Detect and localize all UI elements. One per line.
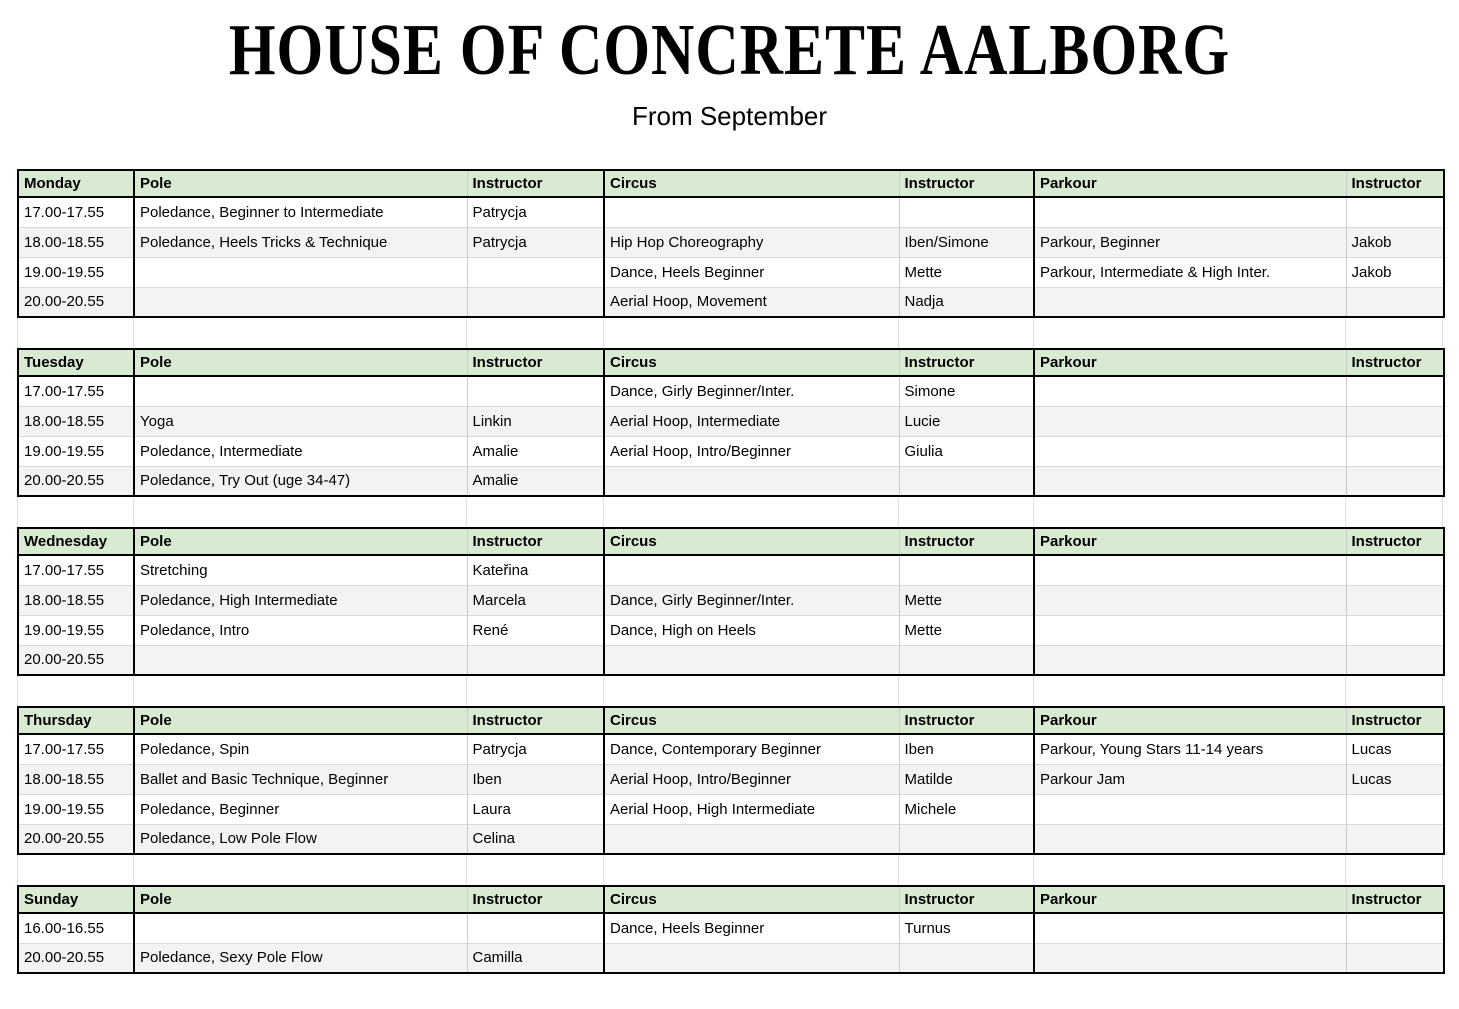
pole-instructor-cell: Marcela <box>467 585 604 615</box>
col-header-instructor: Instructor <box>1346 528 1444 555</box>
col-header-parkour: Parkour <box>1034 707 1346 734</box>
parkour-class-cell <box>1034 645 1346 675</box>
col-header-circus: Circus <box>604 170 899 197</box>
schedule-row <box>18 257 1444 287</box>
pole-instructor-cell: Patrycja <box>467 734 604 764</box>
schedule-row <box>18 436 1444 466</box>
parkour-instructor-cell <box>1346 943 1444 973</box>
time-cell: 16.00-16.55 <box>18 913 134 943</box>
schedule-row <box>18 287 1444 317</box>
pole-instructor-cell: Amalie <box>467 436 604 466</box>
parkour-class-cell <box>1034 197 1346 227</box>
header-row <box>18 886 1444 913</box>
pole-class-cell <box>134 257 467 287</box>
schedule-row <box>18 466 1444 496</box>
schedule-row <box>18 376 1444 406</box>
parkour-instructor-cell: Lucas <box>1351 740 1392 758</box>
time-cell: 17.00-17.55 <box>18 734 134 764</box>
parkour-class-cell <box>1034 913 1346 943</box>
circus-class-cell: Dance, Contemporary Beginner <box>604 734 899 764</box>
page-subtitle: From September <box>631 101 828 131</box>
block-gap <box>17 676 1443 706</box>
schedule-table <box>17 706 1445 855</box>
time-cell: 18.00-18.55 <box>18 585 134 615</box>
circus-instructor-cell: Matilde <box>899 764 1034 794</box>
pole-class-cell <box>134 287 467 317</box>
page-title: HOUSE OF CONCRETE AALBORG <box>228 9 1231 90</box>
pole-class-cell: Yoga <box>134 406 467 436</box>
parkour-class-cell <box>1034 585 1346 615</box>
time-cell: 20.00-20.55 <box>18 466 134 496</box>
day-header: Thursday <box>18 707 134 734</box>
parkour-instructor-cell <box>1346 794 1444 824</box>
col-header-pole: Pole <box>134 886 467 913</box>
circus-instructor-cell: Simone <box>899 376 1034 406</box>
time-cell: 18.00-18.55 <box>18 406 134 436</box>
pole-class-cell: Poledance, Sexy Pole Flow <box>134 943 467 973</box>
parkour-instructor-cell <box>1346 615 1444 645</box>
parkour-instructor-cell: Lucas <box>1351 770 1392 788</box>
circus-instructor-cell: Mette <box>899 257 1034 287</box>
schedule-row <box>18 734 1444 764</box>
parkour-class-cell: Parkour, Intermediate & High Inter. <box>1034 257 1346 287</box>
pole-instructor-cell: Patrycja <box>467 197 604 227</box>
pole-instructor-cell: Camilla <box>467 943 604 973</box>
header-row <box>18 349 1444 376</box>
schedule-row <box>18 645 1444 675</box>
circus-class-cell <box>604 466 899 496</box>
time-cell: 18.00-18.55 <box>18 227 134 257</box>
parkour-class-cell <box>1034 287 1346 317</box>
parkour-instructor-cell <box>1346 406 1444 436</box>
schedule-table <box>17 527 1445 676</box>
parkour-instructor-cell <box>1346 197 1444 227</box>
schedule-row <box>18 913 1444 943</box>
circus-instructor-cell: Giulia <box>899 436 1034 466</box>
circus-class-cell: Aerial Hoop, Intro/Beginner <box>604 436 899 466</box>
pole-instructor-cell <box>467 287 604 317</box>
col-header-parkour: Parkour <box>1034 528 1346 555</box>
pole-instructor-cell: René <box>467 615 604 645</box>
day-block <box>17 885 1443 974</box>
col-header-instructor: Instructor <box>467 170 604 197</box>
schedule-row <box>18 615 1444 645</box>
pole-instructor-cell: Amalie <box>467 466 604 496</box>
parkour-instructor-cell <box>1346 436 1444 466</box>
col-header-instructor: Instructor <box>467 528 604 555</box>
day-block <box>17 348 1443 527</box>
parkour-instructor-cell <box>1346 585 1444 615</box>
col-header-instructor: Instructor <box>899 170 1034 197</box>
parkour-instructor-cell <box>1346 555 1444 585</box>
schedule-row <box>18 197 1444 227</box>
time-cell: 17.00-17.55 <box>18 555 134 585</box>
col-header-instructor: Instructor <box>1346 349 1444 376</box>
circus-instructor-cell: Turnus <box>899 913 1034 943</box>
circus-instructor-cell <box>899 466 1034 496</box>
time-cell: 18.00-18.55 <box>18 764 134 794</box>
parkour-instructor-cell <box>1346 287 1444 317</box>
time-cell: 17.00-17.55 <box>18 197 134 227</box>
time-cell: 19.00-19.55 <box>18 436 134 466</box>
col-header-instructor: Instructor <box>899 528 1034 555</box>
circus-class-cell <box>604 555 899 585</box>
day-block <box>17 169 1443 348</box>
schedule-row <box>18 764 1444 794</box>
circus-class-cell <box>604 943 899 973</box>
circus-instructor-cell <box>899 645 1034 675</box>
circus-instructor-cell: Iben/Simone <box>899 227 1034 257</box>
parkour-instructor-cell <box>1346 824 1444 854</box>
circus-class-cell <box>604 197 899 227</box>
circus-class-cell: Aerial Hoop, Intermediate <box>604 406 899 436</box>
day-header: Monday <box>18 170 134 197</box>
circus-class-cell: Dance, Girly Beginner/Inter. <box>604 585 899 615</box>
parkour-class-cell <box>1034 436 1346 466</box>
parkour-class-cell <box>1034 824 1346 854</box>
circus-class-cell: Dance, Heels Beginner <box>604 913 899 943</box>
pole-instructor-cell: Patrycja <box>467 227 604 257</box>
parkour-class-cell <box>1034 376 1346 406</box>
block-gap <box>17 497 1443 527</box>
parkour-instructor-cell <box>1346 466 1444 496</box>
col-header-parkour: Parkour <box>1034 886 1346 913</box>
schedule-table <box>17 169 1445 318</box>
schedule-row <box>18 943 1444 973</box>
pole-instructor-cell <box>467 913 604 943</box>
schedule-table <box>17 348 1445 497</box>
col-header-pole: Pole <box>134 349 467 376</box>
circus-instructor-cell: Michele <box>899 794 1034 824</box>
pole-instructor-cell: Iben <box>467 764 604 794</box>
day-header: Sunday <box>18 886 134 913</box>
circus-instructor-cell: Lucie <box>899 406 1034 436</box>
col-header-instructor: Instructor <box>899 349 1034 376</box>
col-header-circus: Circus <box>604 349 899 376</box>
time-cell: 20.00-20.55 <box>18 287 134 317</box>
day-header: Wednesday <box>18 528 134 555</box>
pole-instructor-cell: Laura <box>467 794 604 824</box>
parkour-class-cell: Parkour Jam <box>1034 764 1346 794</box>
col-header-instructor: Instructor <box>467 349 604 376</box>
circus-instructor-cell <box>899 197 1034 227</box>
circus-class-cell: Aerial Hoop, Movement <box>604 287 899 317</box>
time-cell: 19.00-19.55 <box>18 257 134 287</box>
pole-class-cell <box>134 376 467 406</box>
header-row <box>18 528 1444 555</box>
parkour-class-cell <box>1034 406 1346 436</box>
circus-class-cell <box>604 645 899 675</box>
col-header-instructor: Instructor <box>899 707 1034 734</box>
circus-class-cell: Aerial Hoop, High Intermediate <box>604 794 899 824</box>
block-gap <box>17 855 1443 885</box>
parkour-class-cell <box>1034 943 1346 973</box>
col-header-parkour: Parkour <box>1034 170 1346 197</box>
pole-class-cell: Poledance, Beginner to Intermediate <box>134 197 467 227</box>
col-header-instructor: Instructor <box>467 707 604 734</box>
pole-class-cell: Poledance, High Intermediate <box>134 585 467 615</box>
time-cell: 20.00-20.55 <box>18 943 134 973</box>
pole-instructor-cell: Kateřina <box>467 555 604 585</box>
weekly-schedule <box>17 169 1443 974</box>
pole-class-cell: Poledance, Spin <box>134 734 467 764</box>
time-cell: 19.00-19.55 <box>18 794 134 824</box>
pole-class-cell: Poledance, Try Out (uge 34-47) <box>134 466 467 496</box>
pole-class-cell: Ballet and Basic Technique, Beginner <box>134 764 467 794</box>
parkour-class-cell <box>1034 615 1346 645</box>
col-header-instructor: Instructor <box>1346 170 1444 197</box>
circus-instructor-cell: Iben <box>899 734 1034 764</box>
parkour-class-cell <box>1034 466 1346 496</box>
circus-instructor-cell: Mette <box>899 615 1034 645</box>
circus-class-cell <box>604 824 899 854</box>
col-header-circus: Circus <box>604 528 899 555</box>
circus-class-cell: Hip Hop Choreography <box>604 227 899 257</box>
schedule-row <box>18 406 1444 436</box>
pole-class-cell: Poledance, Heels Tricks & Technique <box>134 227 467 257</box>
circus-class-cell: Aerial Hoop, Intro/Beginner <box>604 764 899 794</box>
pole-instructor-cell <box>467 645 604 675</box>
time-cell: 20.00-20.55 <box>18 824 134 854</box>
pole-class-cell: Poledance, Beginner <box>134 794 467 824</box>
circus-instructor-cell: Nadja <box>899 287 1034 317</box>
col-header-instructor: Instructor <box>1346 707 1444 734</box>
parkour-instructor-cell <box>1346 376 1444 406</box>
pole-instructor-cell: Linkin <box>467 406 604 436</box>
header-row <box>18 707 1444 734</box>
circus-instructor-cell: Mette <box>899 585 1034 615</box>
day-block <box>17 706 1443 885</box>
time-cell: 20.00-20.55 <box>18 645 134 675</box>
schedule-row <box>18 227 1444 257</box>
col-header-circus: Circus <box>604 886 899 913</box>
circus-class-cell: Dance, High on Heels <box>604 615 899 645</box>
circus-class-cell: Dance, Girly Beginner/Inter. <box>604 376 899 406</box>
header-row <box>18 170 1444 197</box>
pole-class-cell: Stretching <box>134 555 467 585</box>
parkour-class-cell: Parkour, Young Stars 11-14 years <box>1034 734 1346 764</box>
schedule-row <box>18 794 1444 824</box>
schedule-row <box>18 585 1444 615</box>
col-header-instructor: Instructor <box>899 886 1034 913</box>
pole-class-cell: Poledance, Intro <box>134 615 467 645</box>
pole-class-cell: Poledance, Intermediate <box>134 436 467 466</box>
circus-instructor-cell <box>899 824 1034 854</box>
day-header: Tuesday <box>18 349 134 376</box>
day-block <box>17 527 1443 706</box>
parkour-class-cell: Parkour, Beginner <box>1034 227 1346 257</box>
col-header-pole: Pole <box>134 170 467 197</box>
parkour-instructor-cell: Jakob <box>1351 233 1392 251</box>
col-header-pole: Pole <box>134 528 467 555</box>
time-cell: 17.00-17.55 <box>18 376 134 406</box>
circus-instructor-cell <box>899 943 1034 973</box>
pole-instructor-cell <box>467 376 604 406</box>
col-header-parkour: Parkour <box>1034 349 1346 376</box>
pole-class-cell: Poledance, Low Pole Flow <box>134 824 467 854</box>
time-cell: 19.00-19.55 <box>18 615 134 645</box>
col-header-instructor: Instructor <box>1346 886 1444 913</box>
pole-class-cell <box>134 913 467 943</box>
circus-instructor-cell <box>899 555 1034 585</box>
schedule-row <box>18 824 1444 854</box>
schedule-table <box>17 885 1445 974</box>
parkour-class-cell <box>1034 555 1346 585</box>
parkour-instructor-cell: Jakob <box>1351 263 1392 281</box>
pole-instructor-cell: Celina <box>467 824 604 854</box>
parkour-instructor-cell <box>1346 645 1444 675</box>
block-gap <box>17 318 1443 348</box>
schedule-row <box>18 555 1444 585</box>
parkour-class-cell <box>1034 794 1346 824</box>
parkour-instructor-cell <box>1346 913 1444 943</box>
pole-class-cell <box>134 645 467 675</box>
circus-class-cell: Dance, Heels Beginner <box>604 257 899 287</box>
col-header-circus: Circus <box>604 707 899 734</box>
col-header-pole: Pole <box>134 707 467 734</box>
col-header-instructor: Instructor <box>467 886 604 913</box>
pole-instructor-cell <box>467 257 604 287</box>
